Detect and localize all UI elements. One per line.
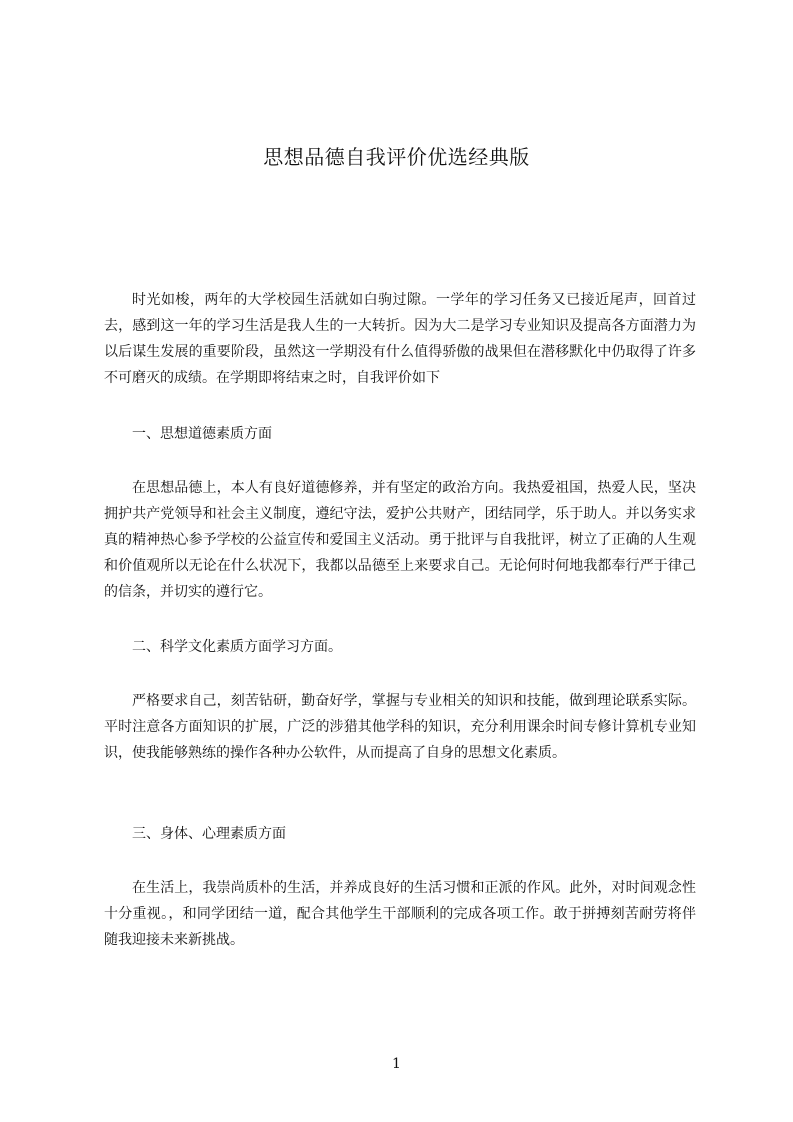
section-body-physical-mental: 在生活上，我崇尚质朴的生活，并养成良好的生活习惯和正派的作风。此外，对时间观念性十分重视。，和同学团结一道，配合其他学生干部顺利的完成各项工作。敢于拼搏刻苦耐劳将伴随我迎接未来新挑战。 [104, 880, 696, 948]
section-heading-moral: 一、思想道德素质方面 [132, 426, 272, 442]
document-title: 思想品德自我评价优选经典版 [263, 145, 530, 169]
page-number: 1 [392, 1056, 401, 1072]
intro-paragraph: 时光如梭，两年的大学校园生活就如白驹过隙。一学年的学习任务又已接近尾声，回首过去，感到这一年的学习生活是我人生的一大转折。因为大二是学习专业知识及提高各方面潜力为以后谋生发展的重要阶段，虽然这一学期没有什么值得骄傲的战果但在潜移默化中仍取得了许多不可磨灭的成绩。在学期即将结束之时，自我评价如下 [104, 292, 696, 386]
section-heading-science-culture: 二、科学文化素质方面学习方面。 [132, 639, 342, 655]
section-body-science-culture: 严格要求自己，刻苦钻研，勤奋好学，掌握与专业相关的知识和技能，做到理论联系实际。平时注意各方面知识的扩展，广泛的涉猎其他学科的知识，充分利用课余时间专修计算机专业知识，使我能够熟练的操作各种办公软件，从而提高了自身的思想文化素质。 [104, 693, 696, 761]
section-heading-physical-mental: 三、身体、心理素质方面 [132, 826, 286, 842]
section-body-moral: 在思想品德上，本人有良好道德修养，并有坚定的政治方向。我热爱祖国，热爱人民，坚决拥护共产党领导和社会主义制度，遵纪守法，爱护公共财产，团结同学，乐于助人。并以务实求真的精神热心参予学校的公益宣传和爱国主义活动。勇于批评与自我批评，树立了正确的人生观和价值观所以无论在什么状况下，我都以品德至上来要求自己。无论何时何地我都奉行严于律己的信条，并切实的遵行它。 [104, 480, 696, 600]
